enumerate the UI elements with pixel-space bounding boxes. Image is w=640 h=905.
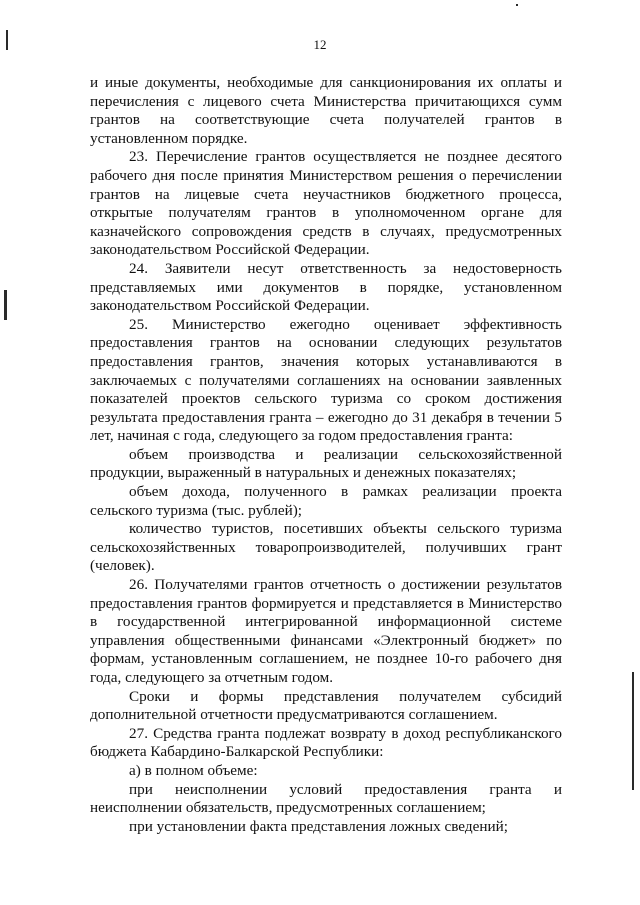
paragraph: объем производства и реализации сельскохозяйственной продукции, выраженный в натуральных и денежных показателях; <box>90 445 562 482</box>
scan-edge-mark-right <box>632 672 634 790</box>
page-number: 12 <box>313 37 327 52</box>
paragraph: 27. Средства гранта подлежат возврату в доход республиканского бюджета Кабардино-Балкарской Республики: <box>90 724 562 761</box>
paragraph: 23. Перечисление грантов осуществляется не позднее десятого рабочего дня после принятия Министерством решения о перечислении грантов на лицевые счета неучастников бюджетного процесса, открытые получателям грантов в уполномоченном органе для казначейского сопровождения средств в случаях, предусмотренных законодательством Российской Федерации. <box>90 148 562 259</box>
paragraph: при неисполнении условий предоставления гранта и неисполнении обязательств, предусмотренных соглашением; <box>90 780 562 817</box>
paragraph: объем дохода, полученного в рамках реализации проекта сельского туризма (тыс. рублей); <box>90 483 562 519</box>
paragraph: 26. Получателями грантов отчетность о достижении результатов предоставления грантов формируется и представляется в Министерство в государственной интегрированной информационной системе управления общественными финансами «Электронный бюджет» по формам, установленным соглашением, не позднее 10-го рабочего дня года, следующего за отчетным годом. <box>90 576 562 686</box>
paragraph: 25. Министерство ежегодно оценивает эффективность предоставления грантов на основании следующих результатов предоставления грантов, значения которых устанавливаются в заключаемых с получателями соглашениях на основании заявленных показателей проектов сельского туризма со сроком достижения результата предоставления гранта – ежегодно до 31 декабря в течении 5 лет, начиная с года, следующего за годом предоставления гранта: <box>90 315 562 445</box>
paragraph: 24. Заявители несут ответственность за недостоверность представляемых ими документов в порядке, установленном законодательством Российской Федерации. <box>90 259 562 315</box>
scan-edge-mark-middle <box>4 290 7 320</box>
paragraph: а) в полном объеме: <box>129 761 258 779</box>
paragraph: при установлении факта представления ложных сведений; <box>129 817 508 835</box>
paragraph: количество туристов, посетивших объекты сельского туризма сельскохозяйственных товаропроизводителей, получивших грант (человек). <box>90 520 562 575</box>
paragraph: и иные документы, необходимые для санкционирования их оплаты и перечисления с лицевого счета Министерства причитающихся сумм грантов на соответствующие счета получателей грантов в установленном порядке. <box>90 74 562 147</box>
paragraph: Сроки и формы представления получателем субсидий дополнительной отчетности предусматриваются соглашением. <box>90 687 562 724</box>
document-body <box>90 74 562 836</box>
scan-dot <box>516 4 518 6</box>
